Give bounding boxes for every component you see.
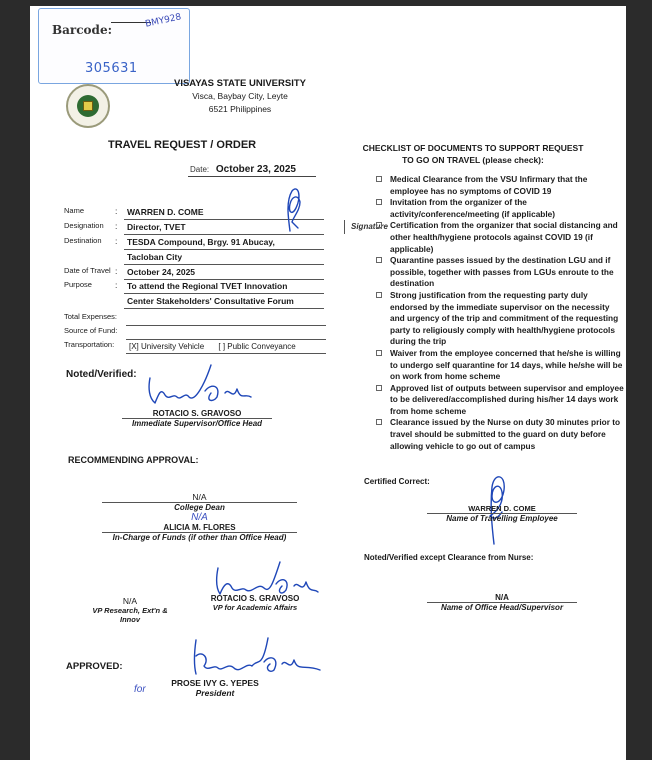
president-block [160,678,270,698]
vp-research-block [85,596,175,624]
signature-supervisor [145,363,255,413]
purpose-label: Purpose [64,280,92,289]
dean-block [102,492,297,542]
vp-research-role: VP Research, Ext'n & Innov [92,606,168,624]
date-label: Date: [190,165,210,174]
university-name: VISAYAS STATE UNIVERSITY [174,78,306,89]
dean-name: N/A [192,492,207,502]
checkbox-icon[interactable] [376,257,382,263]
checkbox-icon[interactable] [376,176,382,182]
approved-label: APPROVED: [66,661,123,672]
document-page: Barcode: BMY928 305631 VISAYAS STATE UNIVERSITY Visca, Baybay City, Leyte 6521 Philippines TRAVEL REQUEST / ORDER Date: October 23, 2025 Name : WARREN D. COME Designation : Director, TVET Signature Destination : TESDA Compound, Brgy. 91 Abucay, Tacloban City Date of Travel : October 24, 2025 Purpose : To attend the Regional TVET Innovation Center Stakeholders' Consultative Forum Total Expenses: Source of Fund: Transportation: [X] University Vehicle [ ] Public Conveyance Noted/Verified: ROTACIO S. GRAVOSO Immediate Supervisor/Office Head RECOMMENDING APPROVAL: N/A College Dean N/A ALICIA M. FLORES In-Charge of Funds (if other than Office Head) N/A VP Research, Ext'n & Innov ROTACIO S. GRAVOSO VP for Academic Affairs APPROVED: for PROSE IVY G. YEPES President CHECKLIST OF DOCUMENTS TO SUPPORT REQUEST TO GO ON TRAVEL (please check): Medical Clearance from the VSU Infirmary that the employee has no symptoms of COVID 19 Invitation from the organizer of the activity/conference/meeting (if applicable) Certification from the organizer that social distancing and other health/hygiene protocols against COVID 19 (if applicable) Quarantine passes issued by the destination LGU and if possible, together with passes from LGUs enroute to the destination Strong justification from the requesting party duly endorsed by the immediate supervisor on the necessity and urgency of the trip and commitment of the requesting party to religiously comply with health/hygiene protocols during the trip Waiver from the employee concerned that he/she is willing to undergo self quarantine for 14 days, while he/she will be on work from home scheme Approved list of outputs between supervisor and employee to be delivered/accomplished during his/her 14 days work from home scheme Clearance issued by the Nurse on duty 30 minutes prior to travel should be submitted to the guard on duty before allowing vehicle to go out of campus Certified Correct: WARREN D. COME Name of Travelling Employee Noted/Verified except Clearance from Nurse: N/A Name of Office Head/Supervisor [30,6,626,760]
name-value: WARREN D. COME [124,206,324,220]
barcode-label: Barcode: [52,23,113,37]
checklist [374,174,626,452]
for-handwritten: for [134,684,146,695]
signature-label: Signature [344,220,414,234]
university-address-1: Visca, Baybay City, Leyte [192,91,288,101]
checklist-item[interactable]: Certification from the organizer that social distancing and other health/hygiene protocols against COVID 19 (if applicable) [374,220,626,255]
vp-academic-block [200,594,310,612]
designation-value: Director, TVET Signature [124,221,324,235]
transport-university-vehicle: [X] University Vehicle [129,342,205,351]
date-field [188,164,316,177]
transportation-value [126,340,326,354]
funds-handwritten-na: N/A [191,512,208,523]
source-of-fund-label: Source of Fund: [64,326,118,335]
total-expenses-label: Total Expenses: [64,312,117,321]
employee-name: WARREN D. COME [468,504,536,513]
president-name: PROSE IVY G. YEPES [171,678,259,688]
employee-role: Name of Travelling Employee [446,514,558,523]
supervisor-name: ROTACIO S. GRAVOSO [152,409,242,418]
destination-value-1: TESDA Compound, Brgy. 91 Abucay, [124,236,324,250]
checkbox-icon[interactable] [376,350,382,356]
supervisor-block [122,409,272,428]
checklist-item[interactable]: Invitation from the organizer of the activity/conference/meeting (if applicable) [374,197,626,220]
checklist-heading: CHECKLIST OF DOCUMENTS TO SUPPORT REQUEST TO GO ON TRAVEL (please check): [362,143,584,165]
vp-research-name: N/A [122,596,138,606]
destination-value-2: Tacloban City [124,251,324,265]
funds-name: ALICIA M. FLORES [163,523,236,532]
date-value: October 23, 2025 [215,164,296,175]
purpose-value-2: Center Stakeholders' Consultative Forum [124,295,324,309]
checklist-item[interactable]: Approved list of outputs between supervisor and employee to be delivered/accomplished during his/her 14 days work from home scheme [374,383,626,418]
signature-president [190,636,325,681]
university-header [160,78,320,115]
transportation-label: Transportation: [64,340,115,349]
total-expenses-value [126,312,326,326]
form-title: TRAVEL REQUEST / ORDER [108,139,257,151]
transport-public-conveyance: [ ] Public Conveyance [218,342,296,351]
university-address-2: 6521 Philippines [208,104,272,114]
barcode-sticker [38,8,190,84]
checkbox-icon[interactable] [376,385,382,391]
office-head-block [427,593,577,612]
checklist-item[interactable]: Medical Clearance from the VSU Infirmary that the employee has no symptoms of COVID 19 [374,174,626,197]
destination-label: Destination [64,236,102,245]
university-seal-icon [66,84,110,128]
vp-academic-name: ROTACIO S. GRAVOSO [210,594,300,603]
barcode-handwritten-code: BMY928 [144,12,183,30]
certified-correct-label: Certified Correct: [364,477,430,486]
barcode-number: 305631 [85,61,138,76]
purpose-value-1: To attend the Regional TVET Innovation [124,280,324,294]
checkbox-icon[interactable] [376,292,382,298]
employee-block [427,504,577,523]
vp-academic-role: VP for Academic Affairs [212,603,298,612]
recommending-approval-label: RECOMMENDING APPROVAL: [68,455,199,465]
date-of-travel-value: October 24, 2025 [124,266,324,280]
checklist-item[interactable]: Clearance issued by the Nurse on duty 30 minutes prior to travel should be submitted to the guard on duty before allowing vehicle to go out of campus [374,417,626,452]
checklist-item[interactable]: Waiver from the employee concerned that he/she is willing to undergo self quarantine for 14 days, while he/she will be on work from home scheme [374,348,626,383]
checklist-item[interactable]: Strong justification from the requesting party duly endorsed by the immediate supervisor on the necessity and urgency of the trip and commitment of the requesting party to religiously comply with health/hygiene protocols during the trip [374,290,626,348]
date-of-travel-label: Date of Travel [64,266,111,275]
checklist-item[interactable]: Quarantine passes issued by the destination LGU and if possible, together with passes from LGUs enroute to the destination [374,255,626,290]
supervisor-role: Immediate Supervisor/Office Head [131,419,263,428]
office-head-role: Name of Office Head/Supervisor [440,603,564,612]
checkbox-icon[interactable] [376,199,382,205]
checkbox-icon[interactable] [376,419,382,425]
noted-except-nurse-label: Noted/Verified except Clearance from Nurse: [364,553,534,562]
noted-verified-label: Noted/Verified: [66,369,137,380]
designation-label: Designation [64,221,104,230]
checkbox-icon[interactable] [376,222,382,228]
office-head-name: N/A [495,593,509,602]
name-label: Name [64,206,85,215]
source-of-fund-value [126,326,326,340]
dean-role: College Dean [174,503,225,512]
funds-role: In-Charge of Funds (if other than Office Head) [112,533,287,542]
president-role: President [195,688,235,698]
